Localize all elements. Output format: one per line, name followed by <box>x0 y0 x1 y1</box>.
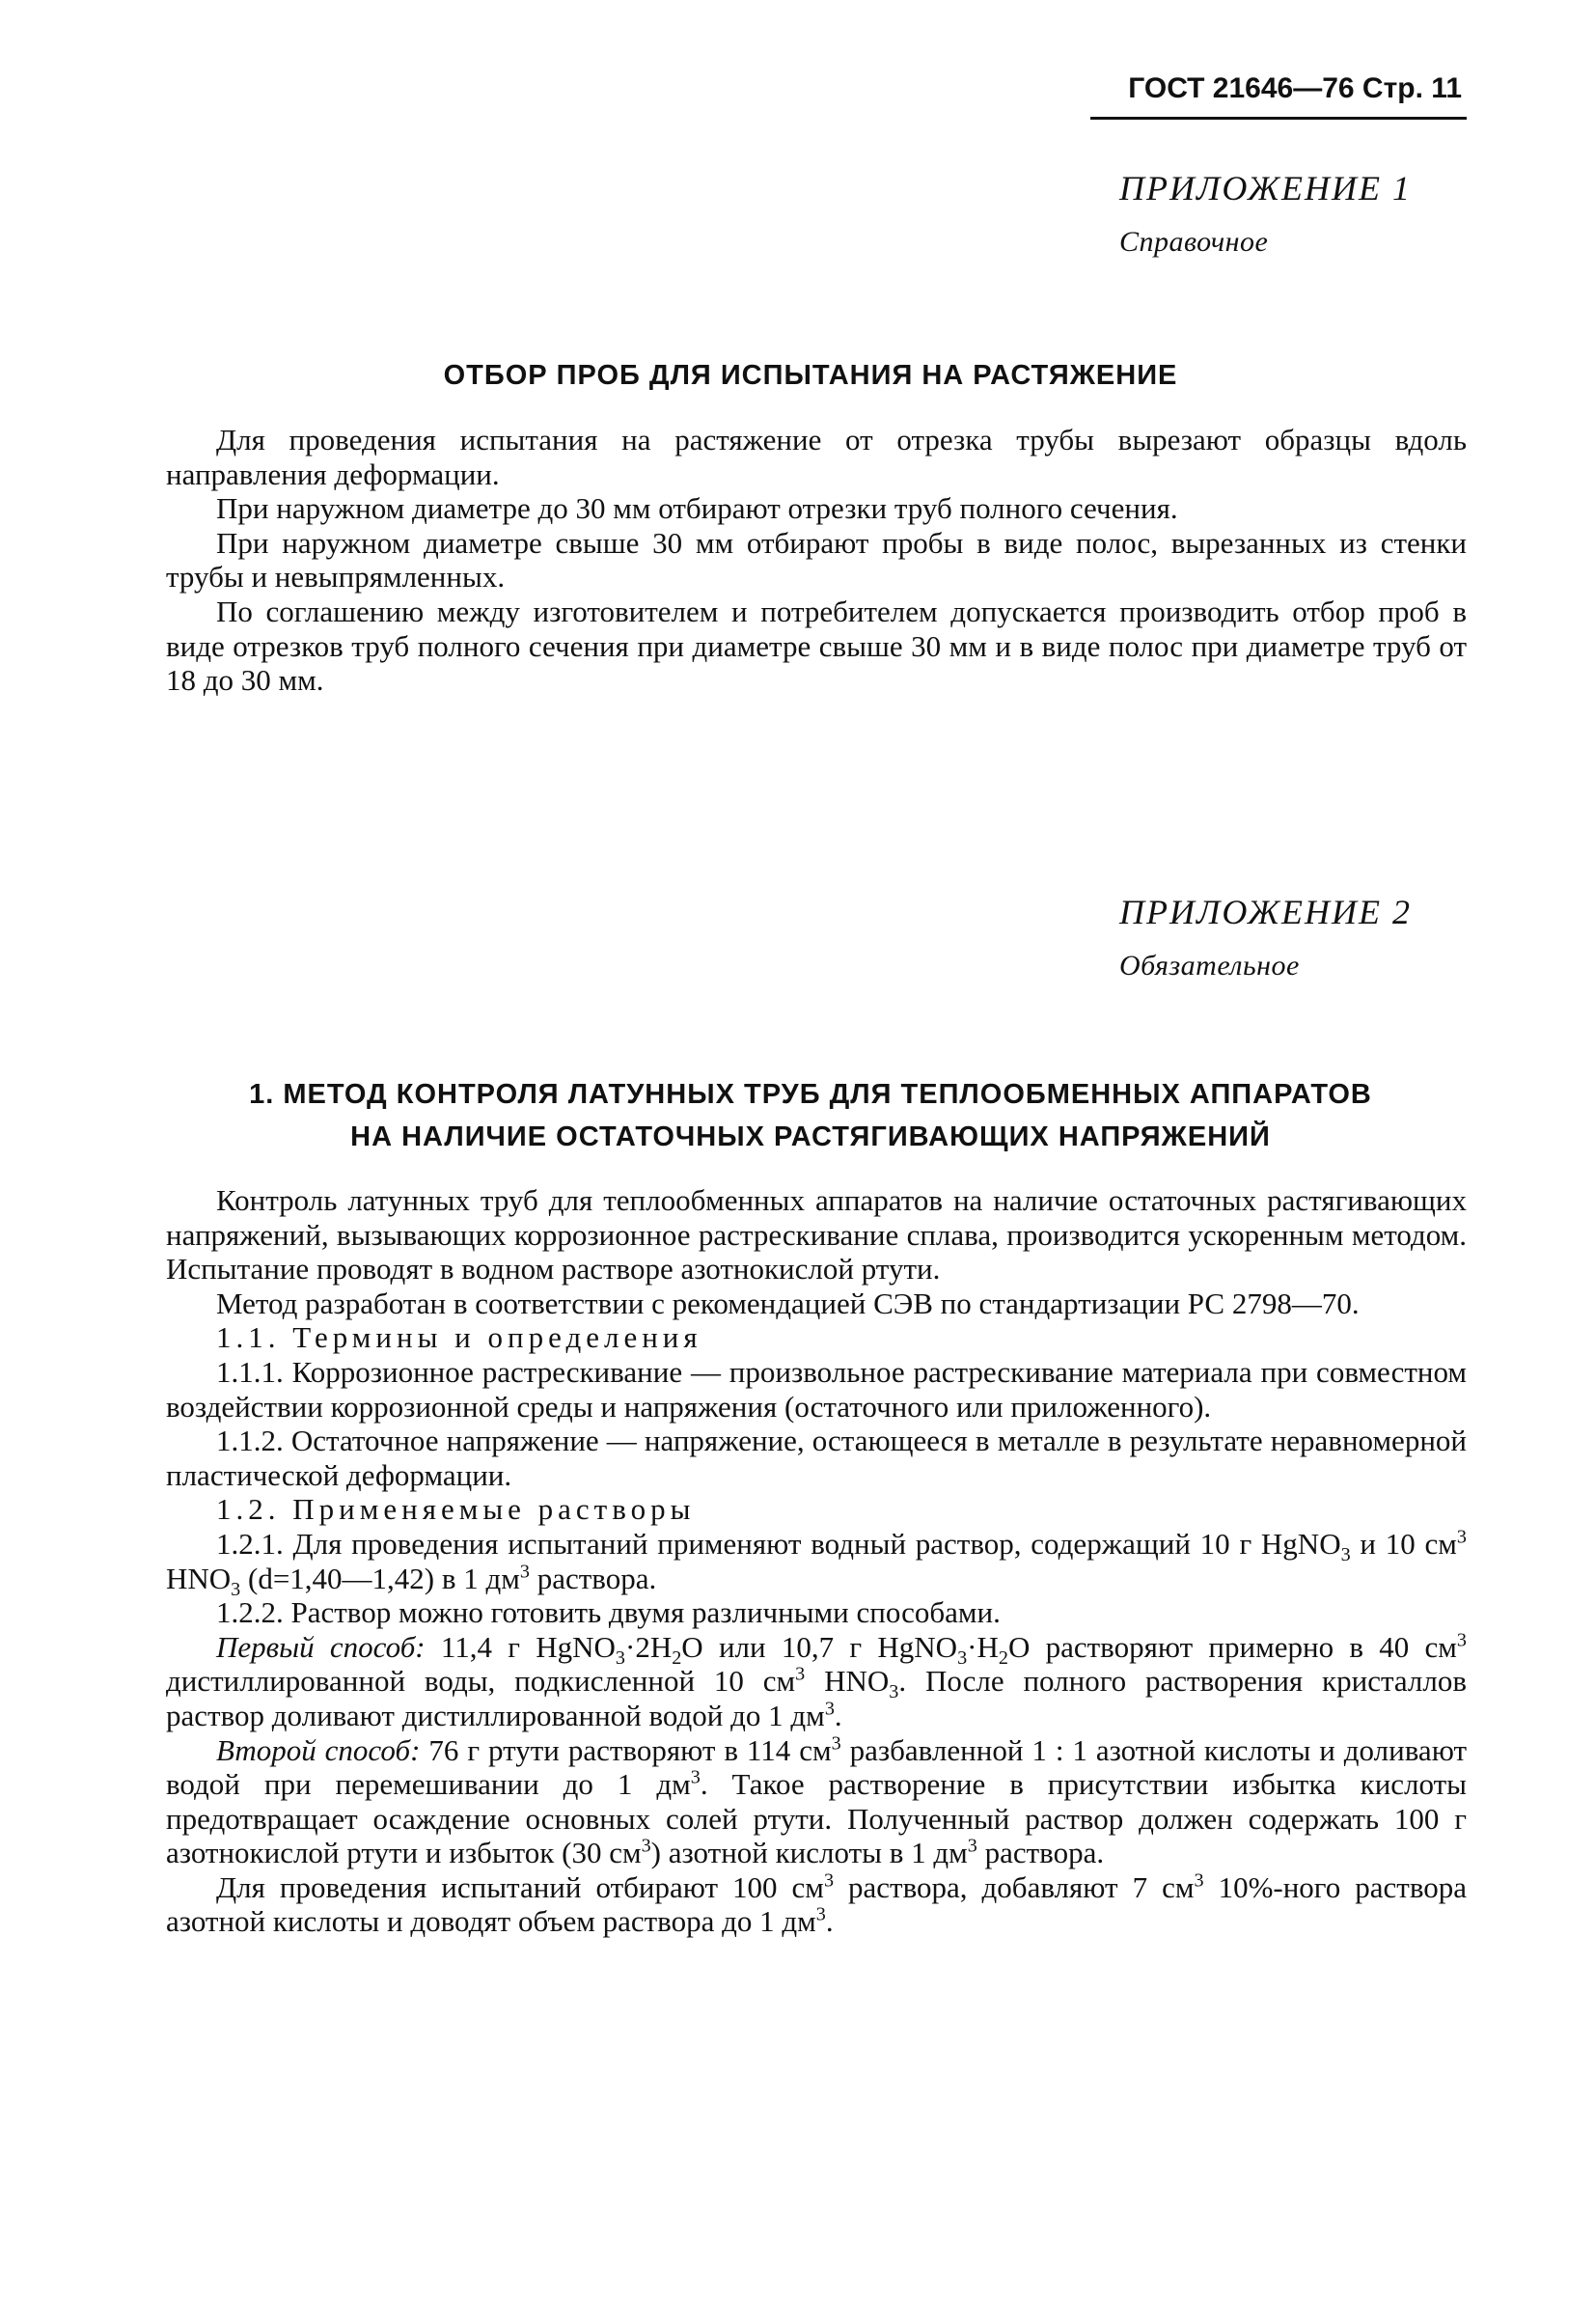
appendix-2-label <box>1119 890 1412 986</box>
appendix-1-label <box>1119 166 1412 263</box>
appendix-2-subtitle: Обязательное <box>1119 950 1300 982</box>
appendix-1-subtitle: Справочное <box>1119 226 1269 258</box>
subsection-title: 1.1. Термины и определения <box>216 1320 702 1355</box>
section-2-heading-line-1: 1. МЕТОД КОНТРОЛЯ ЛАТУННЫХ ТРУБ ДЛЯ ТЕПЛООБМЕННЫХ АППАРАТОВ <box>249 1079 1372 1110</box>
appendix-1-title: ПРИЛОЖЕНИЕ 1 <box>1119 169 1412 208</box>
paragraph: Второй способ: 76 г ртути растворяют в 114 $см^3$ разбавленной 1 : 1 азотной кислоты и доливают водой при перемешивании до 1 $дм^3$. Такое растворение в присутствии избытка кислоты предотвращает осаждение основных солей ртути. Полученный раствор должен содержать 100 г азотнокислой ртути и избыток (30 $см^3$) азотной кислоты в 1 $дм^3$ раствора. <box>166 1732 1467 1870</box>
header-rule <box>1090 117 1467 120</box>
section-1-body <box>166 423 1467 698</box>
paragraph: Для проведения испытания на растяжение от отрезка трубы вырезают образцы вдоль направления деформации. <box>166 423 1467 491</box>
section-1-heading: ОТБОР ПРОБ ДЛЯ ИСПЫТАНИЯ НА РАСТЯЖЕНИЕ <box>443 360 1178 391</box>
paragraph: Для проведения испытаний отбирают 100 $см^3$ раствора, добавляют 7 $см^3$ 10%-ного раствора азотной кислоты и доводят объем раствора до 1 $дм^3$. <box>166 1869 1468 1939</box>
paragraph: 1.1.1. Коррозионное растрескивание — произвольное растрескивание материала при совместном воздействии коррозионной среды и напряжения (остаточного или приложенного). <box>166 1354 1467 1424</box>
paragraph: Первый способ: 11,4 г $HgNO_3\cdot 2H_2O$ или 10,7 г $HgNO_3\cdot H_2O$ растворяют примерно в 40 $см^3$ дистиллированной воды, подкисленной 10 $см^3$ $HNO_3$. После полного растворения кристаллов раствор доливают дистиллированной водой до 1 $дм^3$. <box>166 1629 1467 1732</box>
paragraph: 1.1.2. Остаточное напряжение — напряжение, остающееся в металле в результате неравномерной пластической деформации. <box>166 1424 1467 1492</box>
section-2-body <box>166 1183 1467 1939</box>
paragraph: 1.2.2. Раствор можно готовить двумя различными способами. <box>216 1595 1001 1630</box>
appendix-2-title: ПРИЛОЖЕНИЕ 2 <box>1119 893 1412 931</box>
paragraph: При наружном диаметре свыше 30 мм отбирают пробы в виде полос, вырезанных из стенки трубы и невыпрямленных. <box>166 525 1467 595</box>
paragraph: По соглашению между изготовителем и потребителем допускается производить отбор проб в виде отрезков труб полного сечения при диаметре свыше 30 мм и в виде полос при диаметре труб от 18 до 30 мм. <box>166 594 1467 698</box>
paragraph: При наружном диаметре до 30 мм отбирают отрезки труб полного сечения. <box>216 491 1178 526</box>
paragraph: Контроль латунных труб для теплообменных аппаратов на наличие остаточных растягивающих напряжений, вызывающих коррозионное растрескивание сплава, производится ускоренным методом. Испытание проводят в водном растворе азотнокислой ртути. <box>166 1183 1467 1286</box>
page-header: ГОСТ 21646—76 Стр. 11 <box>1128 72 1462 104</box>
subsection-title: 1.2. Применяемые растворы <box>216 1492 696 1527</box>
section-2-heading <box>154 1073 1467 1158</box>
paragraph: 1.2.1. Для проведения испытаний применяют водный раствор, содержащий 10 г HgNO$_3$ и 10 $см^3$ $HNO_3$ (d=1,40—1,42) в 1 $дм^3$ раствора. <box>166 1526 1467 1600</box>
section-2-heading-line-2: НА НАЛИЧИЕ ОСТАТОЧНЫХ РАСТЯГИВАЮЩИХ НАПРЯЖЕНИЙ <box>350 1121 1271 1152</box>
paragraph: Метод разработан в соответствии с рекомендацией СЭВ по стандартизации РС 2798—70. <box>216 1286 1360 1320</box>
